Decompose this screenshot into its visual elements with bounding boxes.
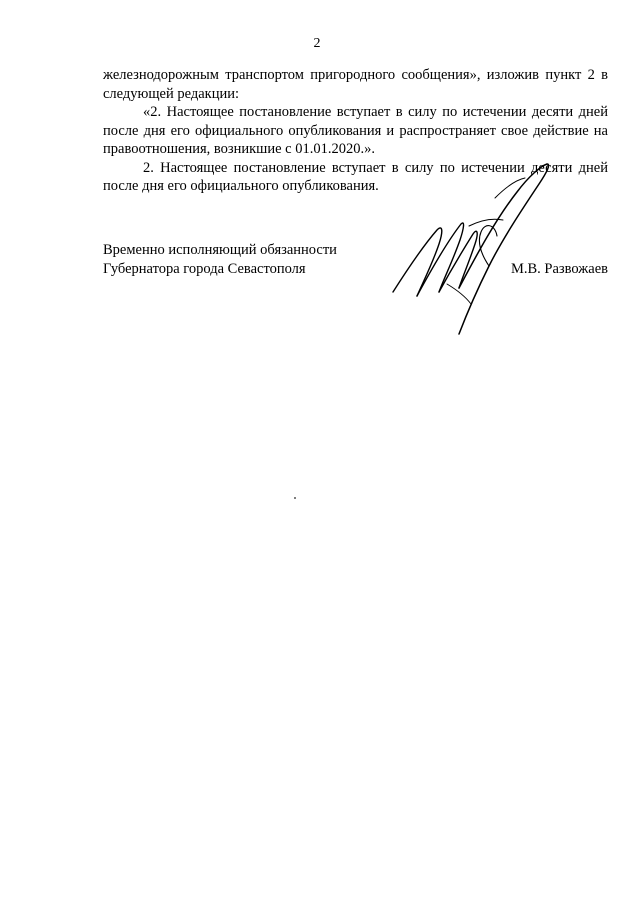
signatory-name: М.В. Развожаев [510, 260, 608, 277]
signatory-title-line-2: Губернатора города Севастополя [103, 260, 306, 277]
handwritten-signature [385, 158, 555, 340]
page-number: 2 [313, 36, 321, 51]
paragraph-continuation: железнодорожным транспортом пригородного сообщения», изложив пункт 2 в следующей редакции: [103, 67, 608, 102]
scan-speck [294, 497, 296, 499]
signatory-title-line-1: Временно исполняющий обязанности [103, 242, 337, 258]
paragraph-effective-date: 2. Настоящее постановление вступает в силу по истечении десяти дней после дня его официального опубликования. [103, 159, 608, 194]
paragraph-quoted-clause: «2. Настоящее постановление вступает в силу по истечении десяти дней после дня его официального опубликования и распространяет свое действие на правоотношения, возникшие с 01.01.2020.». [103, 104, 608, 157]
signatory-title [103, 241, 337, 278]
